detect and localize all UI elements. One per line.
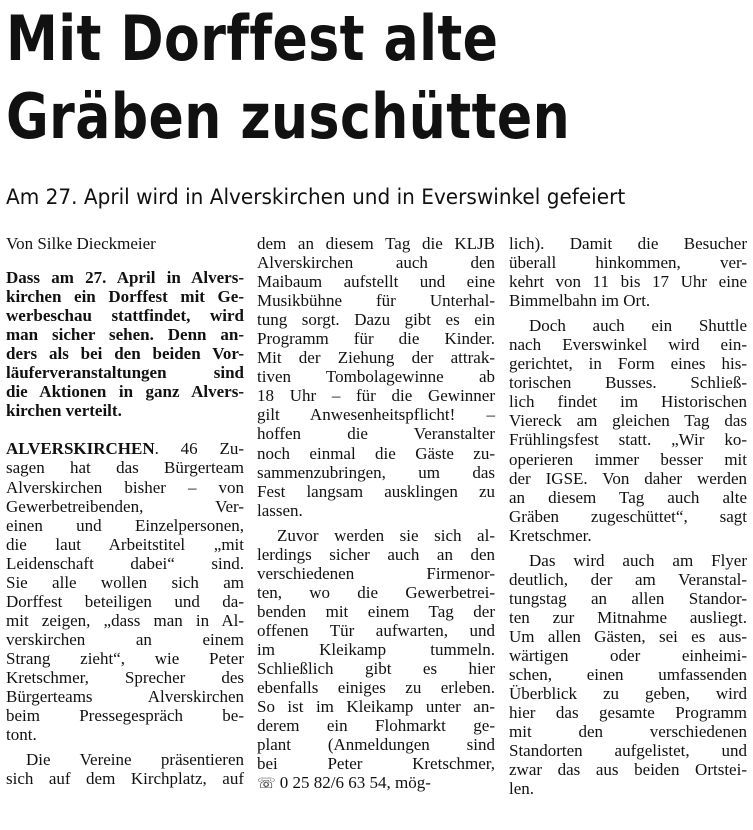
lead-line: Dass am 27. April in Alvers- [6,268,244,288]
body-line: Alverskirchen auch den [257,253,495,273]
dateline-rest: . 46 Zu- [154,439,244,459]
body-line: zwar das aus beiden Ortstei- [509,760,747,780]
body-line: Mit der Ziehung der attrak- [257,348,495,368]
body-line: benden mit einem Tag der [257,601,495,621]
body-line: der IGSE. Von daher werden [509,468,747,488]
article-subheadline: Am 27. April wird in Alverskirchen und in Everswinkel gefeiert [6,185,626,209]
lead-line: man sicher sehen. Denn an- [6,325,244,345]
phone-number: 0 25 82/6 63 54, mög- [279,773,431,793]
body-line: Dorffest beteiligen und da- [6,591,244,611]
body-line: Bürgerteams Alverskirchen [6,687,244,707]
body-line: tungstag an allen Standor- [509,588,747,608]
body-line: noch einmal die Gäste zu- [257,443,495,463]
body-line: lich findet im Historischen [509,392,747,412]
body-line: tiven Tombolagewinne ab [257,367,495,387]
body-line [6,439,244,458]
body-line: tung sorgt. Dazu gibt es ein [257,310,495,330]
body-line: Alverskirchen bisher – von [6,477,244,497]
body-line: Die Vereine präsentieren [26,750,244,770]
paragraph-gap [6,420,244,439]
lead-line: die Aktionen in ganz Alvers- [6,382,244,402]
body-line: hoffen die Veranstalter [257,424,495,444]
dateline: ALVERSKIRCHEN [6,439,155,459]
body-line: 18 Uhr – für die Gewinner [257,386,495,406]
body-paragraph [509,234,747,310]
body-line: Musikbühne für Unterhal- [257,291,495,311]
body-line: sich auf dem Kirchplatz, auf [6,769,244,789]
lead-line: läuferveranstaltungen sind [6,363,244,383]
body-line: So ist im Kleikamp unter an- [257,697,495,717]
body-line: Frühlingsfest statt. „Wir ko- [509,430,747,450]
body-line: Doch auch ein Shuttle [529,316,747,336]
body-line: Überblick zu geben, wird [509,684,747,704]
body-line: Kretschmer, Sprecher des [6,667,244,687]
body-paragraph [6,750,244,788]
lead-line: kirchen ein Dorffest mit Ge- [6,287,244,307]
body-line: Strang zieht“, wie Peter [6,648,244,668]
body-line: lich). Damit die Besucher [509,234,747,253]
body-paragraph [6,439,244,744]
body-line: lerdings sicher auch an den [257,544,495,564]
body-paragraph [509,551,747,799]
body-line: im Kleikamp tummeln. [257,639,495,659]
body-line: mit den verschiedenen [509,722,747,742]
body-line: ebenfalls einiges zu erleben. [257,678,495,698]
article-column-1 [6,234,244,788]
body-line: schen, einen umfassenden [509,665,747,685]
body-line: hier das gesamte Programm [509,703,747,723]
body-line: beim Pressegespräch be- [6,706,244,726]
phone-icon: ☏ [257,774,276,793]
headline-line-1: Mit Dorffest alte [6,2,499,75]
body-line: torischen Busses. Schließ- [509,373,747,393]
body-line: ten zur Mitnahme ausliegt. [509,607,747,627]
body-line: verschiedenen Firmenor- [257,563,495,583]
body-line: mit zeigen, „dass man in Al- [6,610,244,630]
body-line: tont. [6,725,37,745]
author-byline: Von Silke Dieckmeier [6,234,156,253]
body-line: Schließlich gibt es hier [257,659,495,679]
phone-line [257,773,495,792]
headline-line-2: Gräben zuschütten [6,80,571,153]
article-headline [6,0,632,156]
body-line: überall hinkommen, ver- [509,253,747,273]
body-line: an diesem Tag auch alte [509,487,747,507]
body-line: sammenzubringen, um das [257,462,495,482]
article-column-2 [257,234,495,792]
body-line: Gewerbetreibenden, Ver- [6,496,244,516]
body-line: einen und Einzelpersonen, [6,515,244,535]
body-line: verskirchen an einem [6,629,244,649]
body-line: Gräben zugeschüttet“, sagt [509,506,747,526]
body-paragraph [509,316,747,545]
body-line: Kretschmer. [509,525,592,545]
body-line: operieren immer besser mit [509,449,747,469]
body-line: dem an diesem Tag die KLJB [257,234,495,253]
body-line: lassen. [257,500,303,520]
body-line: offenen Tür aufwarten, und [257,620,495,640]
body-line: derem ein Flohmarkt ge- [257,716,495,736]
lead-line: kirchen verteilt. [6,401,122,421]
body-line: Programm für die Kinder. [257,329,495,349]
body-line: gilt Anwesenheitspflicht! – [257,405,495,425]
body-line: Leidenschaft dabei“ sind. [6,553,244,573]
body-line: Standorten aufgelistet, und [509,741,747,761]
lead-line: ders als bei den beiden Vor- [6,344,244,364]
body-line: Bimmelbahn im Ort. [509,291,651,311]
body-line: sagen hat das Bürgerteam [6,458,244,478]
body-line: Um allen Gästen, sei es aus- [509,626,747,646]
body-line: gerichtet, in Form eines his- [509,354,747,374]
body-line: wärtigen oder einheimi- [509,645,747,665]
body-paragraph [257,526,495,793]
body-line: deutlich, der am Veranstal- [509,569,747,589]
body-line: plant (Anmeldungen sind [257,735,495,755]
body-line: Fest langsam ausklingen zu [257,481,495,501]
lead-line: werbeschau stattfindet, wird [6,306,244,326]
lead-paragraph [6,268,244,420]
body-paragraph [257,234,495,520]
body-line: Zuvor werden sie sich al- [277,525,495,545]
body-line: Sie alle wollen sich am [6,572,244,592]
article-column-3 [509,234,747,798]
body-line: bei Peter Kretschmer, [257,754,495,774]
body-line: kehrt von 11 bis 17 Uhr eine [509,272,747,292]
body-line: Das wird auch am Flyer [529,550,747,570]
body-line: len. [509,779,535,799]
body-line: nach Everswinkel wird ein- [509,335,747,355]
body-line: Maibaum aufstellt und eine [257,272,495,292]
body-line: die laut Arbeitstitel „mit [6,534,244,554]
body-line: ten, wo die Gewerbetrei- [257,582,495,602]
body-line: Viereck am gleichen Tag das [509,411,747,431]
